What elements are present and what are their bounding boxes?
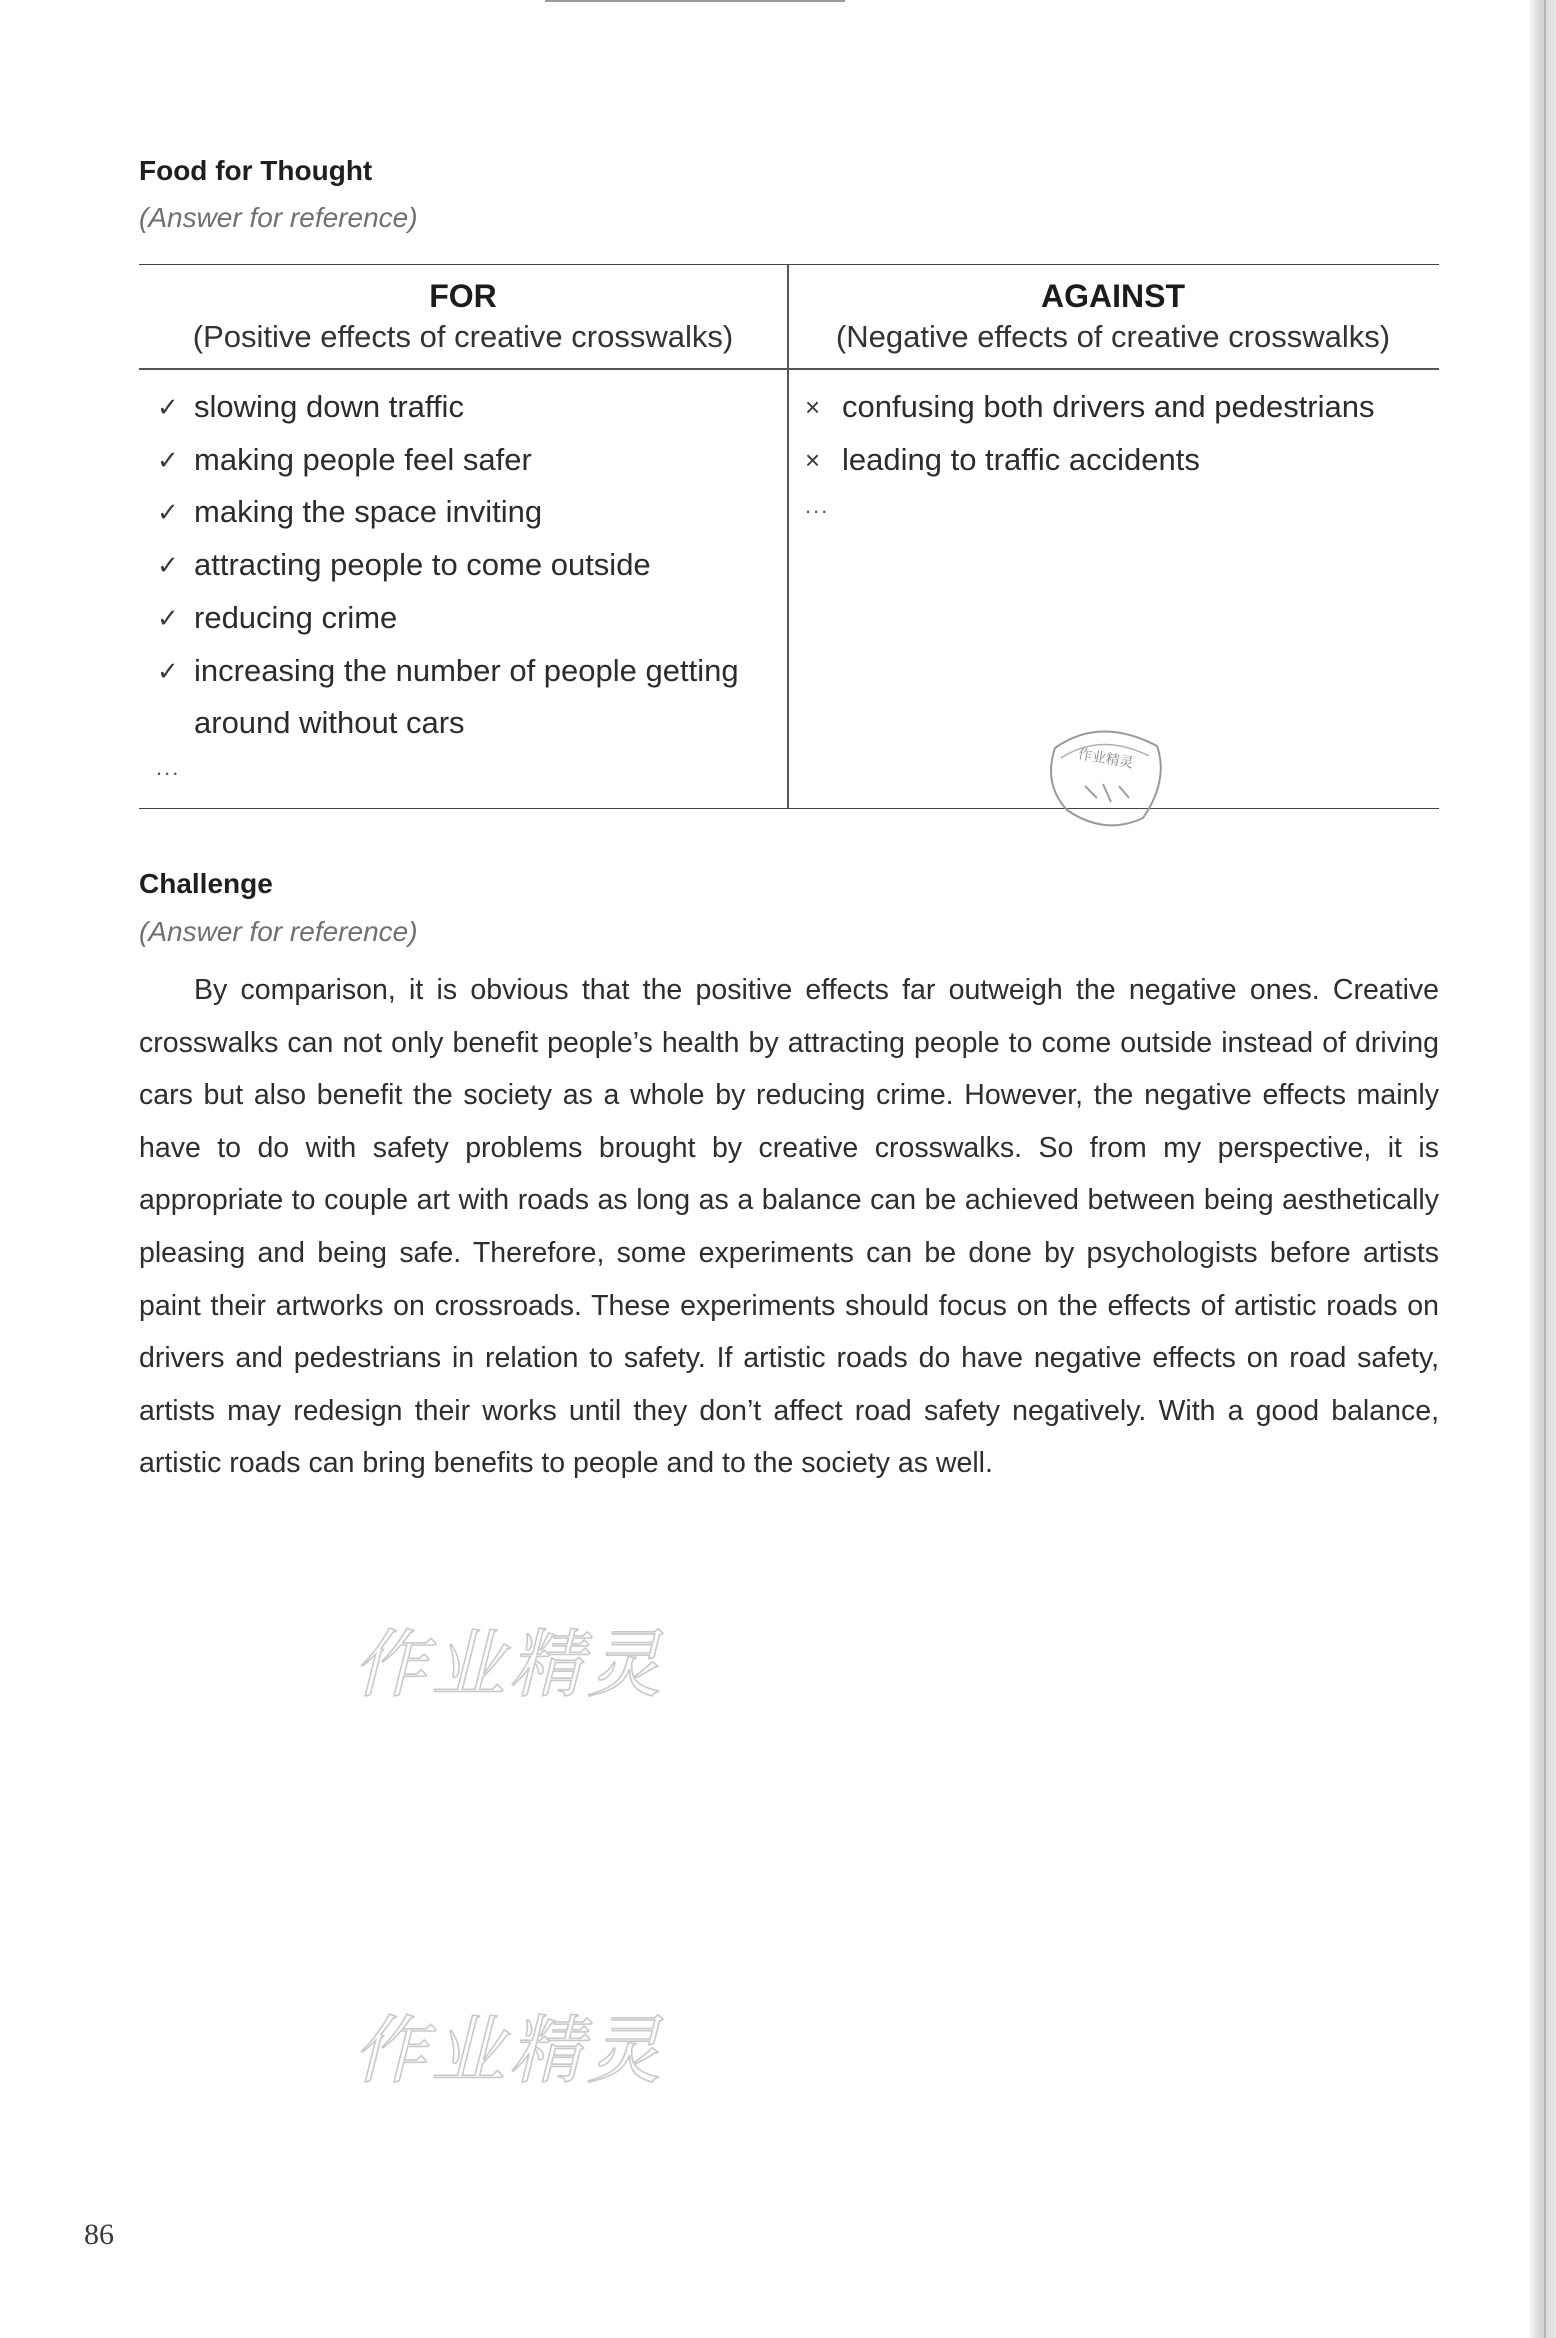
challenge-answer-paragraph: By comparison, it is obvious that the positive effects far outweigh the negative ones. Creative crosswalks can not only benefit people’s health by attracting people to come outside instead of driving cars but also benefit the society as a whole by reducing crime. However, the negative effects mainly have to do with safety problems brought by creative crosswalks. So from my perspective, it is appropriate to couple art with roads as long as a balance can be achieved between being aesthetically pleasing and being safe. Therefore, some experiments can be done by psychologists before artists paint their artworks on crossroads. These experiments should focus on the effects of artistic roads on drivers and pedestrians in relation to safety. If artistic roads do have negative effects on road safety, artists may redesign their works until they don’t affect road safety negatively. With a good balance, artistic roads can bring benefits to people and to the society as well. — [139, 974, 1439, 1480]
challenge-heading: Challenge — [139, 868, 273, 899]
cross-icon: × — [805, 444, 821, 475]
for-item-text: making the space inviting — [194, 494, 543, 530]
watermark-logo — [345, 1990, 665, 2100]
watermark-text: 作业精灵 — [353, 2008, 665, 2094]
for-item-text: slowing down traffic — [194, 389, 464, 424]
food-for-thought-reference-note: (Answer for reference) — [139, 202, 418, 233]
checkmark-icon: ✓ — [157, 444, 179, 475]
for-column-header — [139, 275, 787, 357]
for-list — [157, 381, 777, 750]
for-item — [157, 381, 777, 434]
page-number: 86 — [84, 2218, 114, 2251]
top-rule — [545, 0, 845, 2]
against-list — [805, 381, 1425, 486]
against-item — [805, 381, 1425, 434]
checkmark-icon: ✓ — [157, 497, 179, 528]
for-item — [157, 486, 777, 539]
checkmark-icon: ✓ — [157, 392, 179, 422]
food-for-thought-heading: Food for Thought — [139, 155, 373, 186]
checkmark-icon: ✓ — [157, 550, 179, 581]
header-rule — [139, 368, 1439, 370]
for-item-text: attracting people to come outside — [194, 547, 651, 583]
for-item-text: making people feel safer — [194, 441, 532, 477]
challenge-reference-note: (Answer for reference) — [139, 916, 418, 947]
for-heading: FOR — [429, 278, 497, 314]
against-subheading: (Negative effects of creative crosswalks) — [835, 319, 1391, 354]
for-item-text: reducing crime — [194, 599, 398, 635]
page-edge-shadow — [1530, 0, 1556, 2338]
for-subheading: (Positive effects of creative crosswalks) — [192, 319, 734, 354]
stamp-watermark-icon — [1045, 718, 1167, 830]
against-item — [805, 434, 1425, 487]
for-item — [157, 539, 777, 592]
for-item-text: increasing the number of people getting around without cars — [194, 652, 739, 741]
against-heading: AGAINST — [1041, 278, 1185, 314]
for-item — [157, 592, 777, 645]
against-ellipsis: ... — [805, 493, 830, 518]
stamp-text: 作业精灵 — [1076, 746, 1135, 772]
against-item-text: confusing both drivers and pedestrians — [842, 389, 1375, 424]
cross-icon: × — [805, 392, 821, 422]
watermark-logo — [345, 1604, 665, 1714]
checkmark-icon: ✓ — [157, 602, 179, 633]
for-ellipsis: ... — [156, 755, 181, 780]
for-item — [157, 434, 777, 487]
for-item — [157, 645, 777, 750]
for-against-table — [139, 264, 1439, 809]
against-item-text: leading to traffic accidents — [842, 441, 1200, 477]
watermark-text: 作业精灵 — [353, 1622, 665, 1708]
against-column-header — [789, 275, 1437, 357]
checkmark-icon: ✓ — [157, 655, 179, 686]
